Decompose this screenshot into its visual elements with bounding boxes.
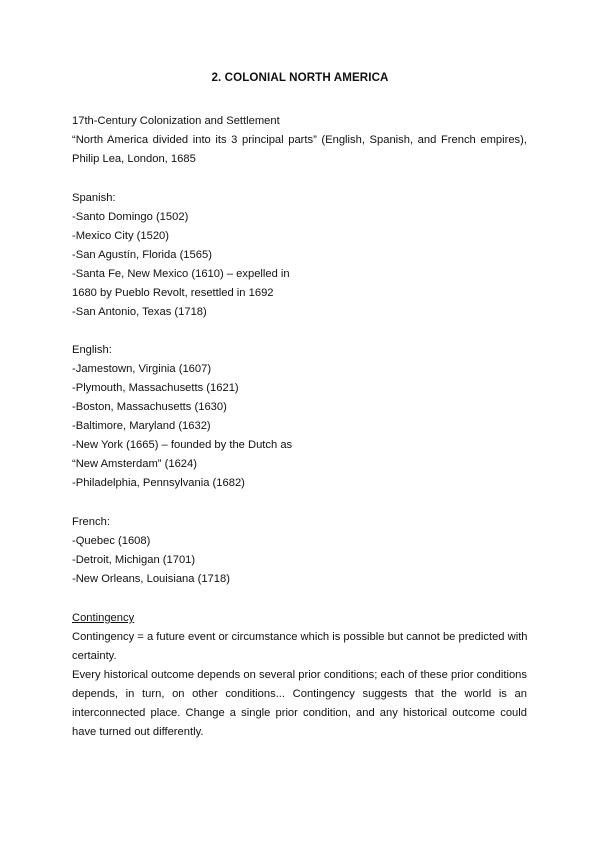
page-title: 2. COLONIAL NORTH AMERICA [211, 71, 389, 84]
english-list-item: -Boston, Massachusetts (1630) [72, 401, 227, 413]
english-list-item: -Plymouth, Massachusetts (1621) [72, 382, 239, 394]
english-list-item: -Philadelphia, Pennsylvania (1682) [72, 477, 245, 489]
english-list-item: -Baltimore, Maryland (1632) [72, 420, 211, 432]
english-list-item: -Jamestown, Virginia (1607) [72, 363, 212, 375]
contingency-definition-line: Contingency = a future event or circumstance which is possible but cannot be predicted with [72, 631, 528, 643]
contingency-paragraph-line: Every historical outcome depends on several prior conditions; each of these prior conditions [72, 669, 527, 681]
english-list-item: -New York (1665) – founded by the Dutch as [72, 439, 293, 451]
contingency-heading: Contingency [72, 612, 135, 624]
english-list-item: “New Amsterdam” (1624) [72, 458, 197, 470]
spanish-list-item: -San Antonio, Texas (1718) [72, 306, 207, 318]
french-list-item: -New Orleans, Louisiana (1718) [72, 573, 230, 585]
spanish-heading: Spanish: [72, 192, 116, 204]
contingency-paragraph-line: interconnected place. Change a single prior condition, and any historical outcome could [72, 707, 527, 719]
french-list-item: -Quebec (1608) [72, 535, 151, 547]
contingency-paragraph-line: have turned out differently. [72, 726, 204, 738]
french-list-item: -Detroit, Michigan (1701) [72, 554, 196, 566]
section-heading-colonization: 17th-Century Colonization and Settlement [72, 115, 280, 127]
spanish-list-item: -Santa Fe, New Mexico (1610) – expelled in [72, 268, 290, 280]
contingency-paragraph-line: depends, in turn, on other conditions... Contingency suggests that the world is an [72, 688, 527, 700]
map-caption-line: Philip Lea, London, 1685 [72, 153, 196, 165]
map-caption-line: “North America divided into its 3 principal parts” (English, Spanish, and French empires), [72, 134, 527, 146]
spanish-list-item: -Santo Domingo (1502) [72, 211, 189, 223]
spanish-list-item: -San Agustín, Florida (1565) [72, 249, 212, 261]
spanish-list-item: -Mexico City (1520) [72, 230, 169, 242]
french-heading: French: [72, 516, 110, 528]
contingency-definition-line: certainty. [72, 650, 117, 662]
english-heading: English: [72, 344, 112, 356]
spanish-list-item: 1680 by Pueblo Revolt, resettled in 1692 [72, 287, 274, 299]
